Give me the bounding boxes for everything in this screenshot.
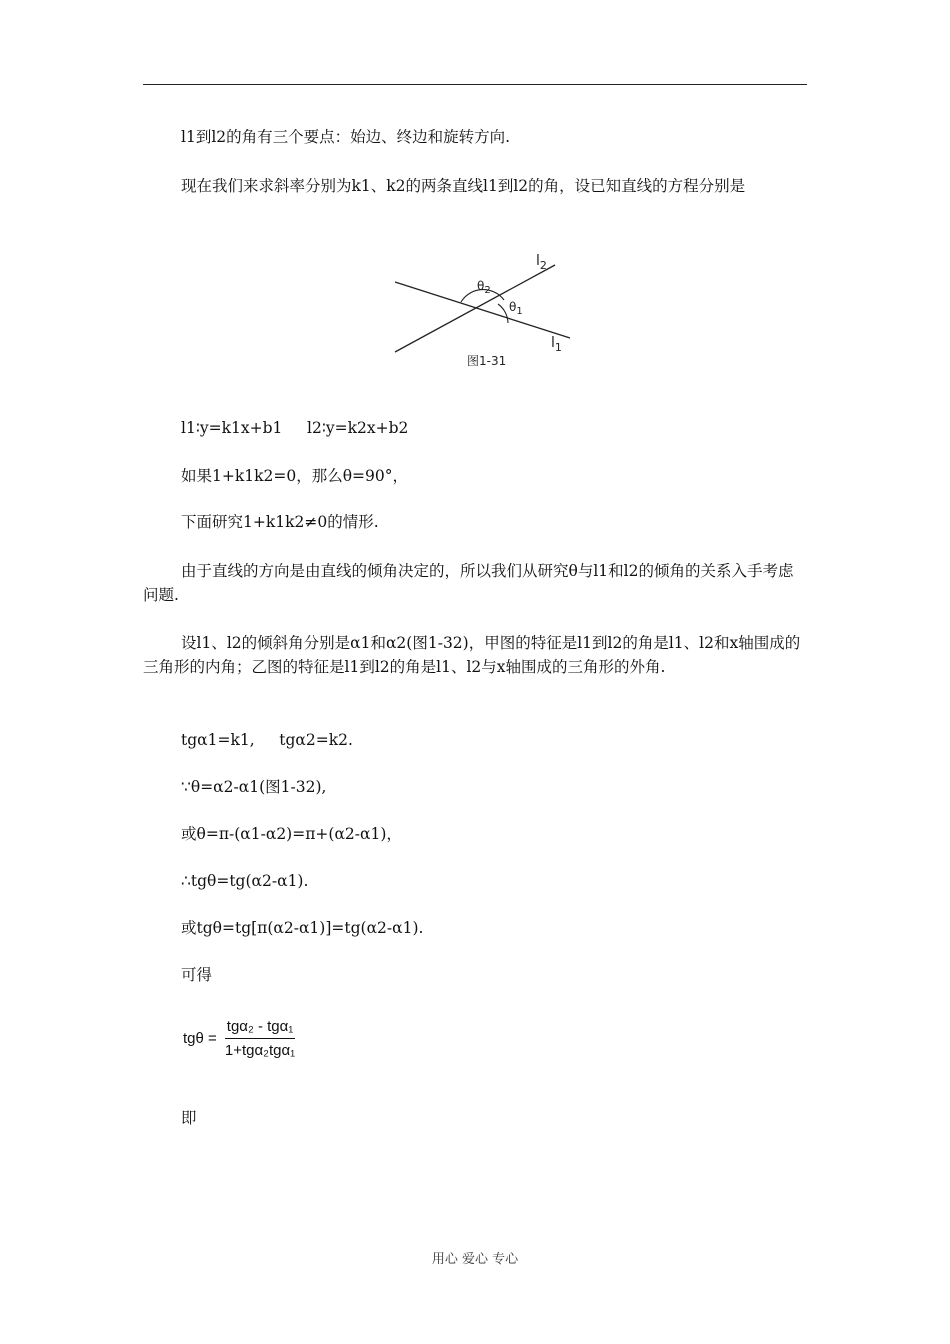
label-theta1: $\theta_1$ [509,300,523,317]
paragraph-angle-elements: l1到l2的角有三个要点：始边、终边和旋转方向. [181,128,511,146]
label-l2: $l_2$ [536,253,547,272]
line-l2 [395,265,555,352]
figure-caption: 图1-31 [467,354,507,368]
formula-numerator: tgα₂ - tgα₁ [225,1018,296,1039]
line-tan-slopes: tgα1=k1, tgα2=k2. [181,731,353,749]
line-namely: 即 [181,1109,197,1127]
line-equations: l1∶y=k1x+b1 l2∶y=k2x+b2 [181,419,409,437]
line-theta-difference: ∵θ=α2-α1(图1-32), [181,778,327,796]
paragraph-inclination-angles: 设l1、l2的倾斜角分别是α1和α2(图1-32)，甲图的特征是l1到l2的角是l1、l2和x轴围成的三角形的内角；乙图的特征是l1到l2的角是l1、l2与x轴围成的三角形的外角. [143,634,801,676]
paragraph-slope-intro: 现在我们来求斜率分别为k1、k2的两条直线l1到l2的角，设已知直线的方程分别是 [181,177,746,195]
figure-1-31 [385,248,585,382]
line-tan-theta-alternative: 或tgθ=tg[π(α2-α1)]=tg(α2-α1). [181,919,424,937]
line-therefore: 可得 [181,966,213,984]
page-footer: 用心 爱心 专心 [431,1252,519,1267]
header-rule [143,84,807,85]
label-l1: $l_1$ [551,335,562,354]
arc-theta1 [498,304,508,323]
label-theta2: $\theta_2$ [477,279,491,296]
line-theta-alternative: 或θ=π-(α1-α2)=π+(α2-α1)， [181,825,402,843]
formula-fraction [225,1018,296,1059]
paragraph-direction-reasoning: 由于直线的方向是由直线的倾角决定的，所以我们从研究θ与l1和l2的倾角的关系入手考虑问题. [143,562,794,604]
line-tan-theta: ∴tgθ=tg(α2-α1). [181,872,309,890]
line-perpendicular-case: 如果1+k1k2=0，那么θ=90°， [181,467,408,485]
formula-denominator: 1+tgα₂tgα₁ [224,1042,296,1059]
formula-tan-theta [183,1018,295,1059]
line-general-case: 下面研究1+k1k2≠0的情形. [181,513,379,531]
formula-lhs: tgθ = [183,1030,217,1047]
